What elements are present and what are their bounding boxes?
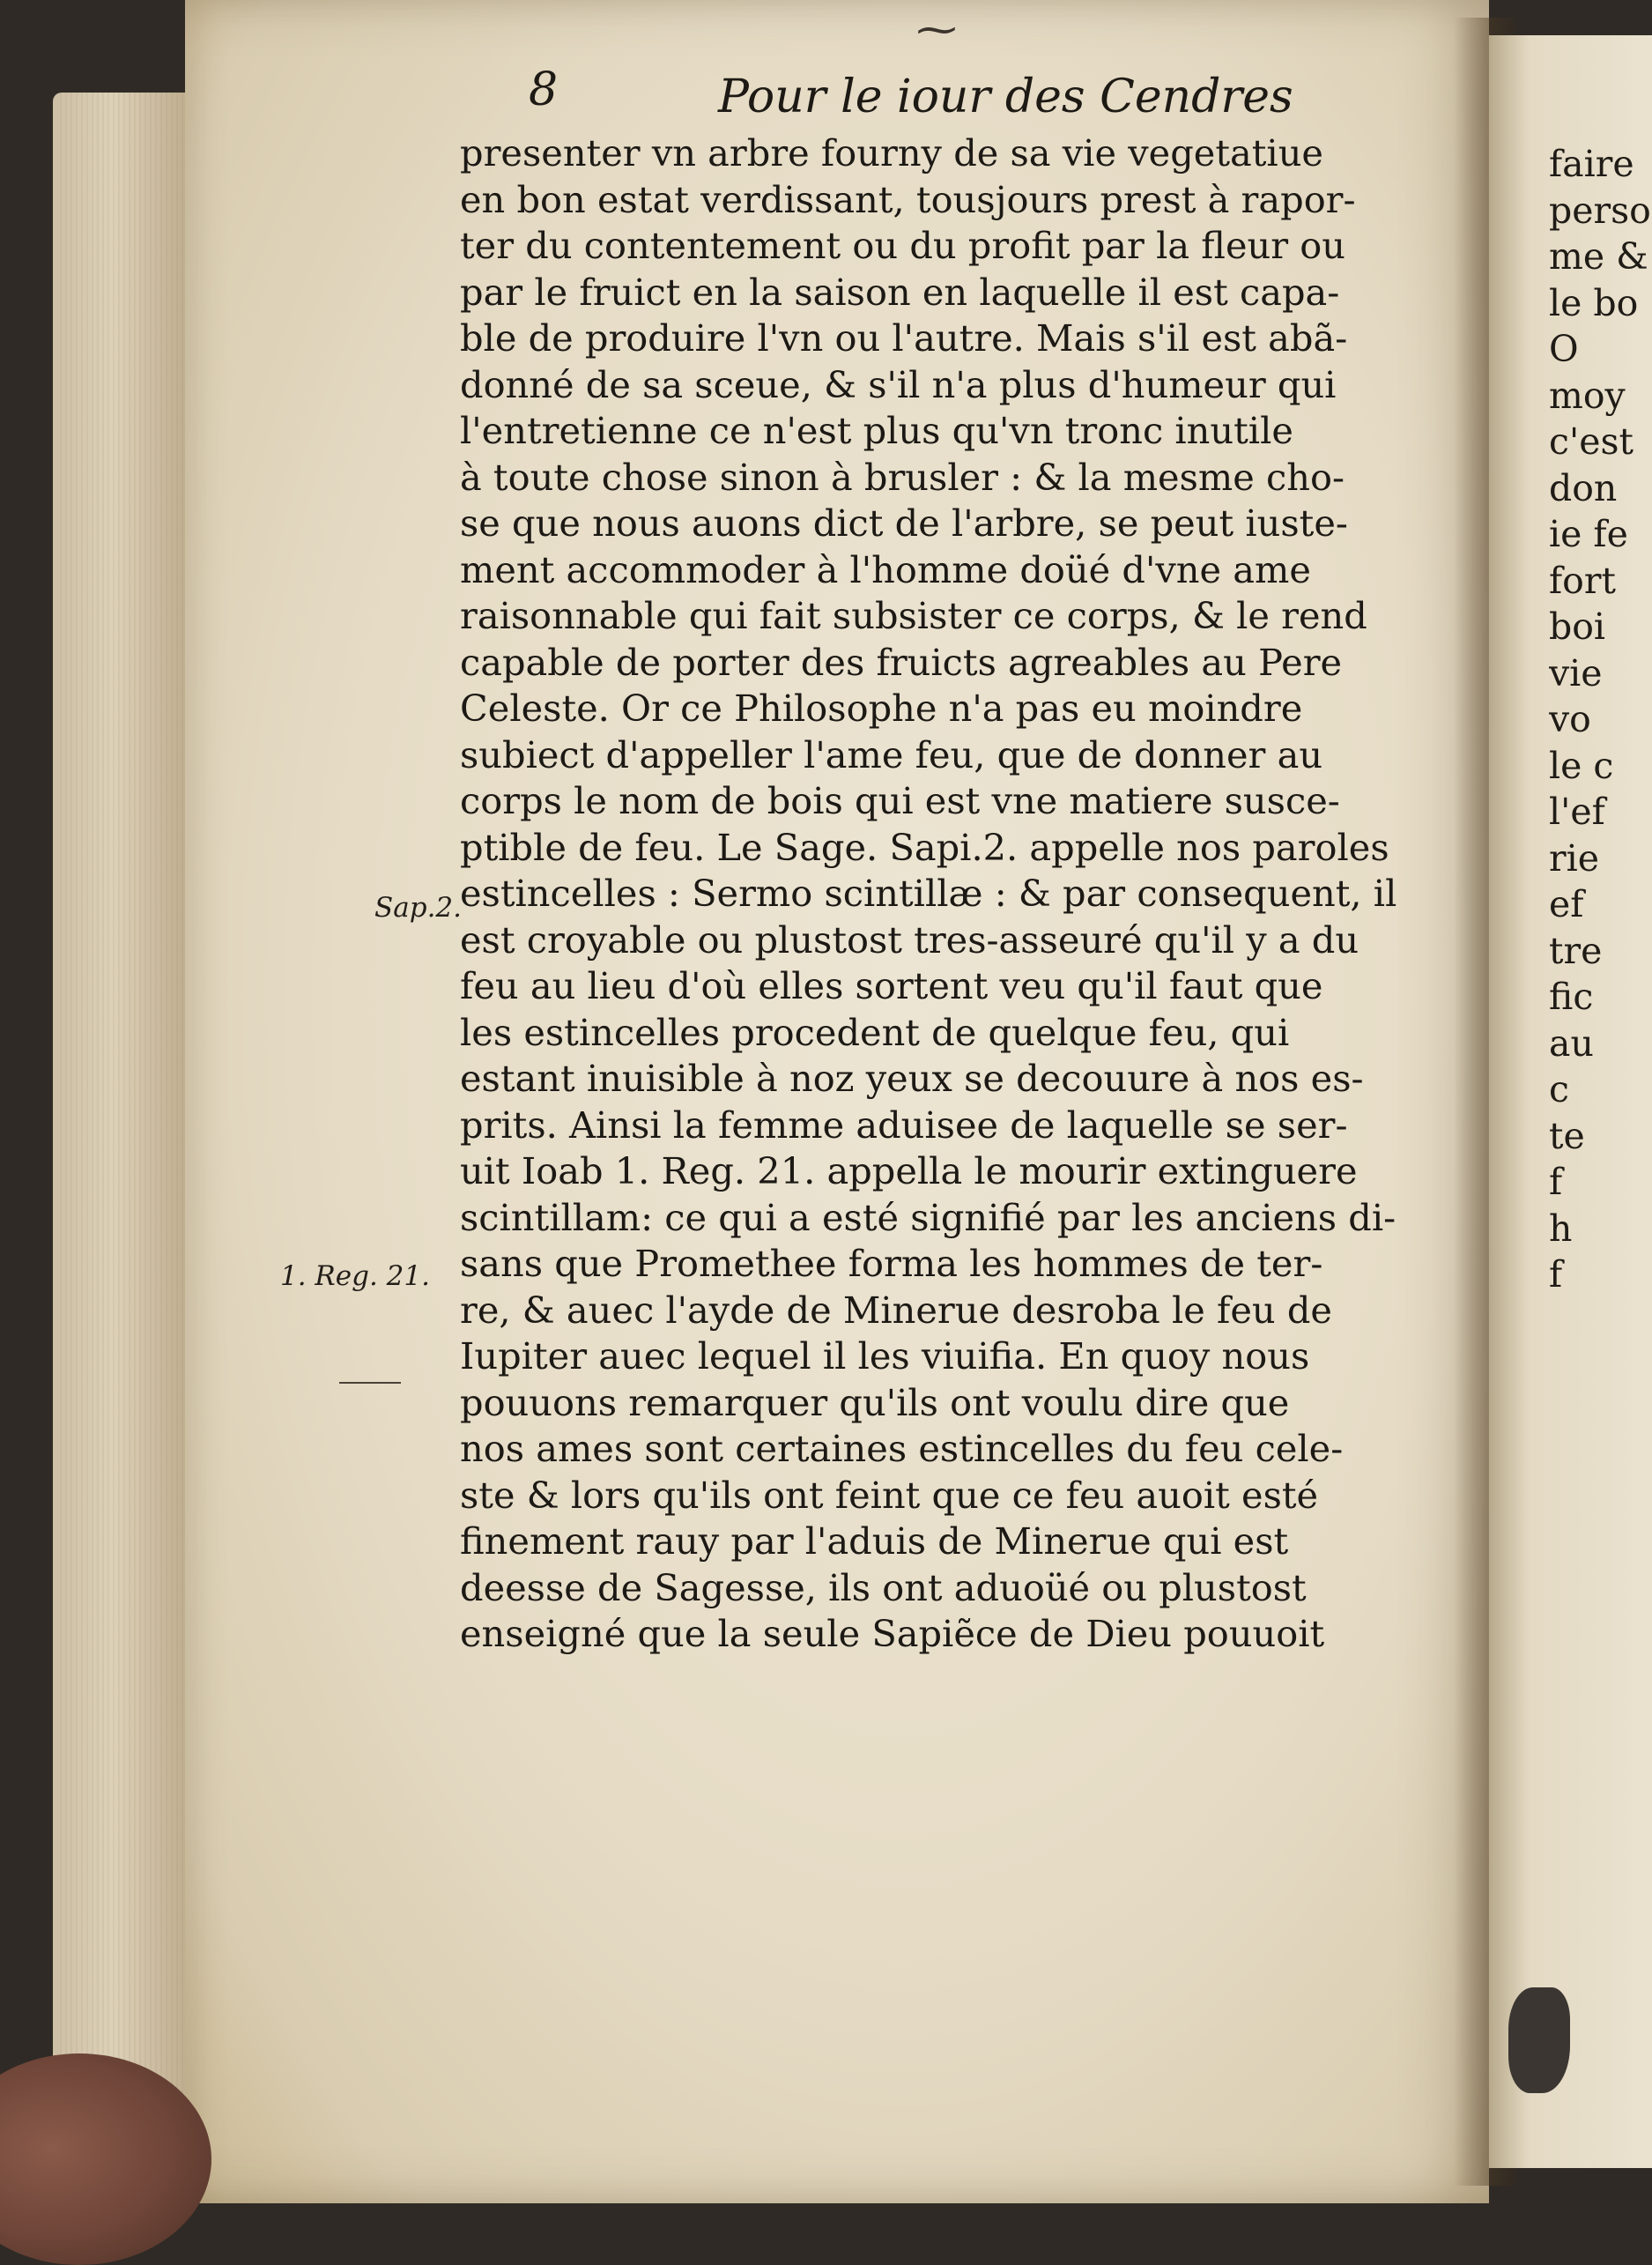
text-line: uit Ioab 1. Reg. 21. appella le mourir extinguere (460, 1149, 1358, 1192)
text-line: enseigné que la seule Sapiẽce de Dieu pouuoit (460, 1612, 1325, 1655)
margin-note-sap: Sap.2. (374, 892, 462, 924)
text-line: re, & auec l'ayde de Minerue desroba le feu de (460, 1288, 1332, 1332)
right-page-fragment: h (1549, 1207, 1573, 1250)
text-line: Iupiter auec lequel il les viuifia. En quoy nous (460, 1334, 1310, 1378)
text-line: estant inuisible à noz yeux se decouure à nos es- (460, 1057, 1364, 1100)
text-line: pouuons remarquer qu'ils ont voulu dire que (460, 1380, 1290, 1424)
text-line: presenter vn arbre fourny de sa vie vegetatiue (460, 131, 1323, 175)
right-page-fragment: boi (1549, 605, 1606, 648)
right-page-fragment: ie fe (1549, 513, 1628, 555)
right-page-fragment: fort (1549, 559, 1616, 602)
catchword-ornament: ⁓ (916, 5, 957, 53)
right-page-fragment: le c (1549, 744, 1614, 787)
right-page-fragment: O (1549, 328, 1579, 370)
right-page-text (1549, 141, 1652, 1298)
right-page-fragment: c (1549, 1068, 1569, 1110)
body-text (460, 130, 1397, 1658)
right-page-fragment: te (1549, 1114, 1585, 1157)
right-page-fragment: f (1549, 1253, 1563, 1296)
right-page-fragment: faire (1549, 143, 1634, 185)
text-line: feu au lieu d'où elles sortent veu qu'il faut que (460, 964, 1323, 1007)
text-line: ste & lors qu'ils ont feint que ce feu auoit esté (460, 1473, 1319, 1517)
running-head (529, 63, 1293, 134)
right-page-fragment: vie (1549, 651, 1603, 694)
text-line: prits. Ainsi la femme aduisee de laquelle se ser- (460, 1103, 1348, 1147)
right-page-fragment: l'ef (1549, 791, 1605, 833)
right-page-fragment: moy (1549, 374, 1626, 417)
text-line: à toute chose sinon à brusler : & la mesme cho- (460, 455, 1345, 499)
text-line: scintillam: ce qui a esté signifié par les anciens di- (460, 1195, 1396, 1239)
text-line: ment accommoder à l'homme doüé d'vne ame (460, 547, 1311, 591)
text-line: ptible de feu. Le Sage. Sapi.2. appelle nos paroles (460, 825, 1389, 869)
text-line: raisonnable qui fait subsister ce corps, & le rend (460, 594, 1367, 637)
right-page-fragment: tre (1549, 929, 1603, 972)
page-damage (1508, 1987, 1570, 2093)
right-page-fragment: c'est (1549, 420, 1634, 463)
page-edge-stack (53, 93, 203, 2137)
text-line: subiect d'appeller l'ame feu, que de donner au (460, 732, 1323, 776)
right-page-fragment: me & (1549, 235, 1648, 278)
margin-note-reg: 1. Reg. 21. (280, 1260, 430, 1292)
text-line: les estincelles procedent de quelque feu, qui (460, 1010, 1290, 1054)
text-line: finement rauy par l'aduis de Minerue qui est (460, 1519, 1289, 1563)
right-page-fragment: vo (1549, 698, 1591, 740)
text-line: donné de sa sceue, & s'il n'a plus d'humeur qui (460, 362, 1337, 406)
text-line: est croyable ou plustost tres-asseuré qu'il y a du (460, 917, 1359, 962)
page-number: 8 (529, 63, 559, 116)
text-line: par le fruict en la saison en laquelle il est capa- (460, 270, 1340, 314)
text-line: ter du contentement ou du profit par la fleur ou (460, 224, 1345, 267)
text-line: corps le nom de bois qui est vne matiere susce- (460, 779, 1340, 822)
right-page-fragment: don (1549, 466, 1618, 509)
right-page-fragment: f (1549, 1161, 1563, 1203)
right-page-fragment: rie (1549, 836, 1599, 880)
right-page-fragment: perso (1549, 189, 1651, 232)
text-line: ble de produire l'vn ou l'autre. Mais s'il est abã- (460, 316, 1348, 360)
running-title: Pour le iour des Cendres (718, 71, 1293, 123)
right-page-fragment: au (1549, 1021, 1594, 1065)
right-page-fragment: le bo (1549, 281, 1639, 324)
text-line: capable de porter des fruicts agreables au Pere (460, 640, 1343, 684)
text-line: se que nous auons dict de l'arbre, se peut iuste- (460, 501, 1348, 545)
margin-rule (339, 1382, 401, 1384)
text-line: sans que Promethee forma les hommes de ter- (460, 1242, 1323, 1285)
text-line: en bon estat verdissant, tousjours prest à rapor- (460, 177, 1356, 221)
text-line: deesse de Sagesse, ils ont aduoüé ou plustost (460, 1565, 1307, 1609)
text-line: l'entretienne ce n'est plus qu'vn tronc inutile (460, 409, 1293, 452)
text-line: estincelles : Sermo scintillæ : & par consequent, il (460, 872, 1397, 915)
right-page-fragment: fic (1549, 976, 1594, 1018)
text-line: nos ames sont certaines estincelles du feu cele- (460, 1427, 1344, 1470)
text-line: Celeste. Or ce Philosophe n'a pas eu moindre (460, 687, 1303, 730)
right-page-fragment: ef (1549, 883, 1584, 925)
